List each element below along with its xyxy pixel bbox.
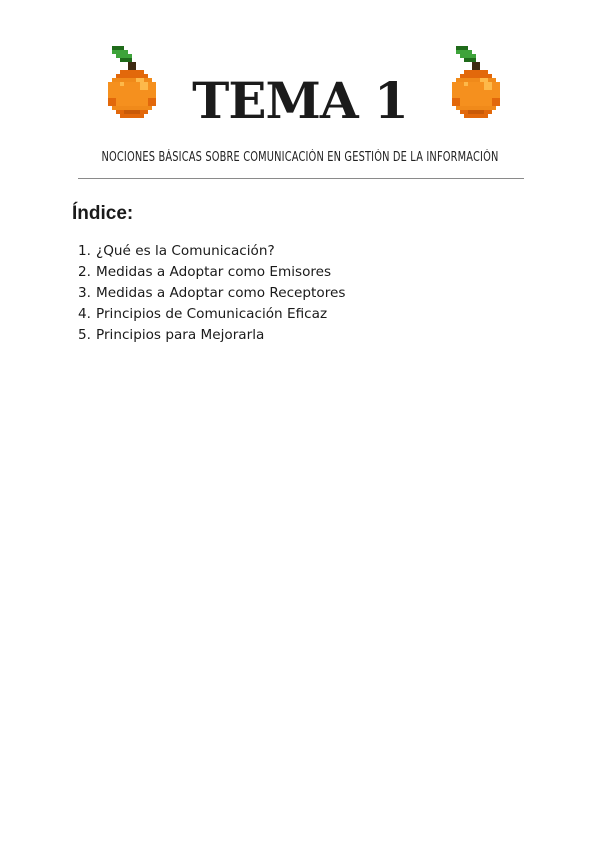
index-item	[72, 304, 345, 325]
page-title: TEMA 1	[192, 71, 408, 130]
index-list	[72, 241, 345, 346]
index-item-label: Medidas a Adoptar como Emisores	[96, 264, 332, 280]
index-item	[72, 283, 345, 304]
index-heading: Índice:	[72, 203, 134, 224]
index-item-number: 2.	[78, 264, 91, 280]
header-divider	[78, 178, 524, 179]
pixel-orange-icon	[452, 46, 500, 124]
index-item-label: ¿Qué es la Comunicación?	[96, 243, 275, 259]
index-item-label: Medidas a Adoptar como Receptores	[96, 285, 346, 301]
index-item	[72, 325, 345, 346]
index-item-label: Principios de Comunicación Eficaz	[96, 306, 328, 322]
page-subtitle: NOCIONES BÁSICAS SOBRE COMUNICACIÓN EN GESTIÓN DE LA INFORMACIÓN	[101, 150, 499, 165]
index-item-number: 5.	[78, 327, 91, 343]
document-header	[0, 0, 600, 180]
index-item-number: 4.	[78, 306, 91, 322]
index-item-number: 1.	[78, 243, 91, 259]
index-item	[72, 262, 345, 283]
index-item-label: Principios para Mejorarla	[96, 327, 265, 343]
index-item	[72, 241, 345, 262]
index-item-number: 3.	[78, 285, 91, 301]
